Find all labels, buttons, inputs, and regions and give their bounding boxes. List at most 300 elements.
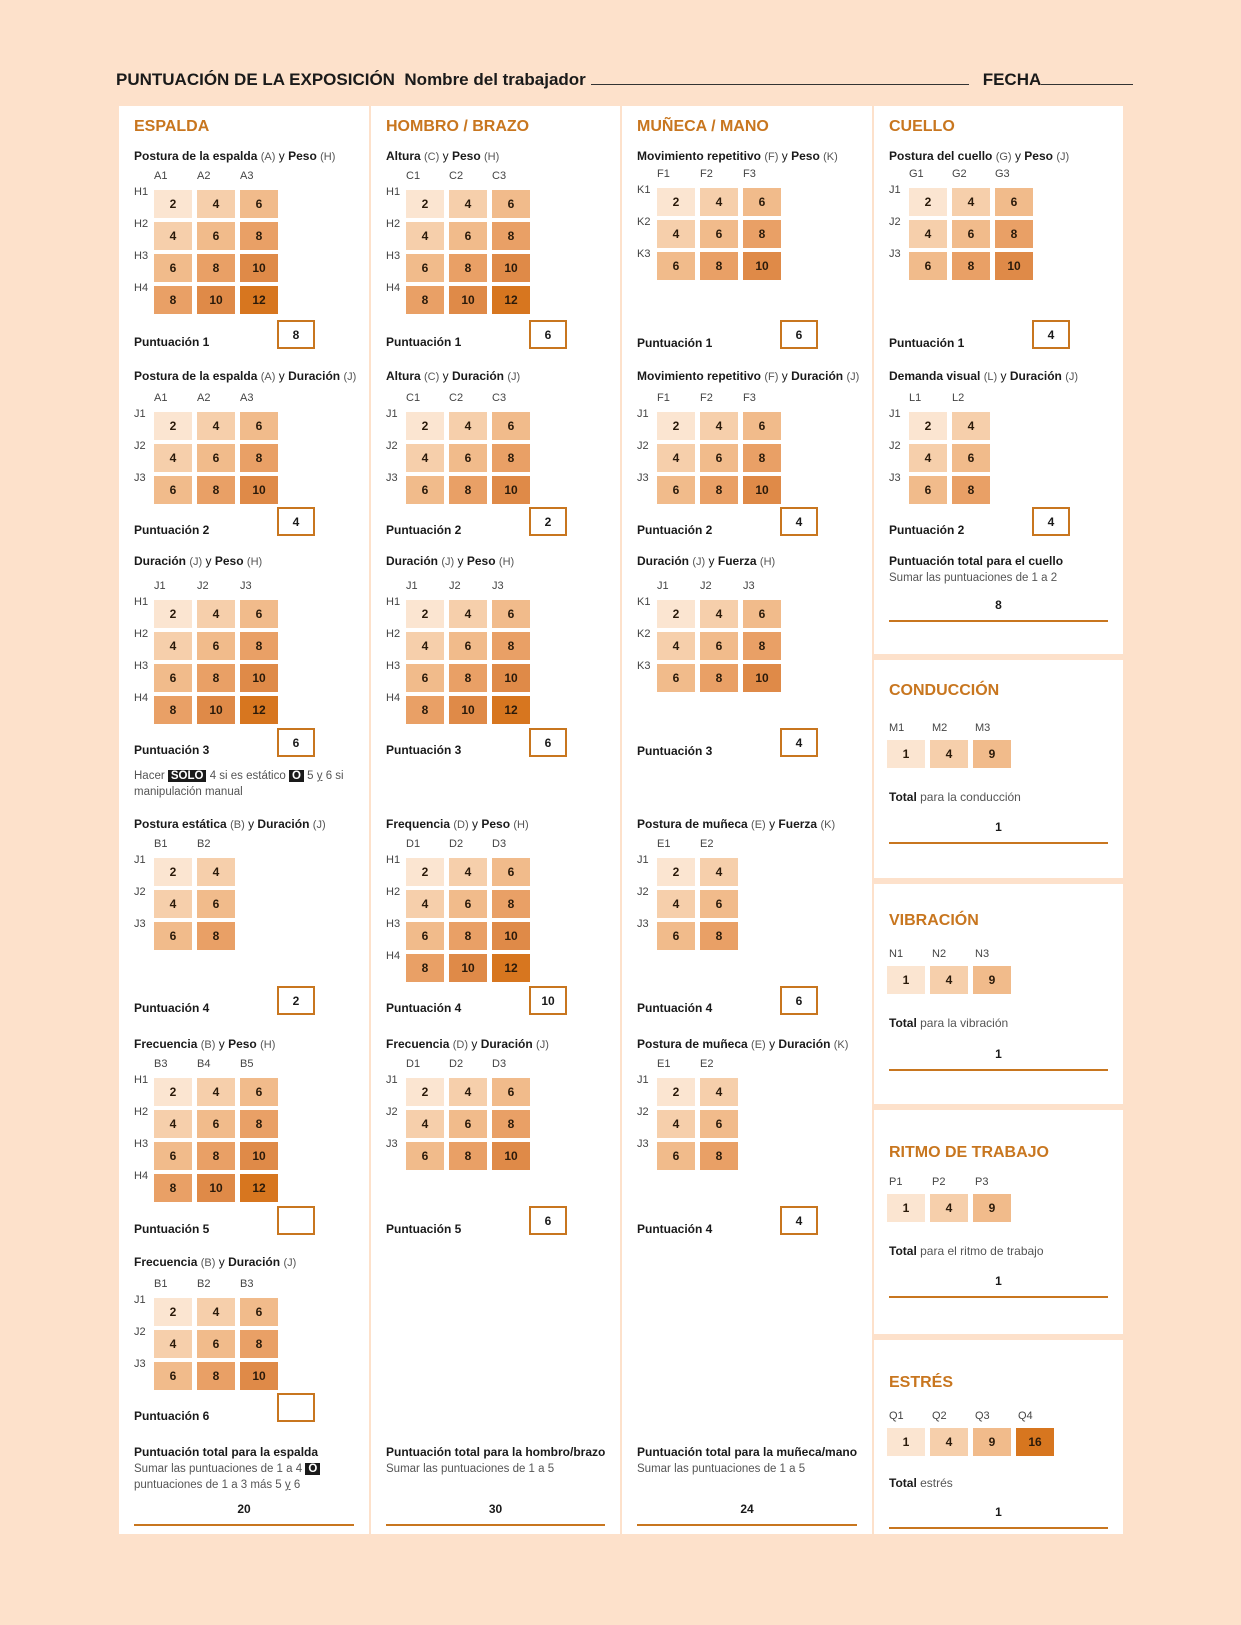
matrix-cell[interactable]: 6: [657, 922, 695, 950]
matrix-cell[interactable]: 6: [406, 922, 444, 950]
matrix-cell[interactable]: 10: [240, 254, 278, 282]
score-cell[interactable]: 16: [1016, 1428, 1054, 1456]
matrix-cell[interactable]: 6: [657, 252, 695, 280]
column-header: A3: [240, 170, 254, 182]
score-box[interactable]: 6: [529, 728, 567, 757]
score-box[interactable]: 6: [780, 320, 818, 349]
matrix-cell[interactable]: 6: [197, 444, 235, 472]
column-header: E1: [657, 1058, 671, 1070]
score-label: Puntuación 3: [134, 743, 210, 757]
matrix-cell[interactable]: 12: [492, 286, 530, 314]
total-subtitle: [134, 1461, 359, 1493]
matrix-cell[interactable]: 4: [406, 1110, 444, 1138]
matrix-cell[interactable]: 6: [700, 220, 738, 248]
title-factor-b: Peso: [228, 1037, 257, 1051]
matrix-cell[interactable]: 4: [657, 632, 695, 660]
matrix-cell[interactable]: 6: [492, 190, 530, 218]
column-header: P2: [932, 1176, 946, 1188]
matrix-cell[interactable]: 8: [197, 664, 235, 692]
matrix-cell[interactable]: 2: [657, 600, 695, 628]
matrix-cell[interactable]: 4: [657, 1110, 695, 1138]
matrix-cell[interactable]: 6: [449, 890, 487, 918]
matrix-cell[interactable]: 4: [449, 412, 487, 440]
row-header: J2: [637, 440, 649, 452]
matrix-cell[interactable]: 2: [657, 858, 695, 886]
matrix-cell[interactable]: 4: [197, 600, 235, 628]
title-code-a: (D): [452, 1039, 468, 1051]
matrix-cell[interactable]: 6: [449, 632, 487, 660]
matrix-cell[interactable]: 6: [657, 1142, 695, 1170]
matrix-cell[interactable]: 6: [909, 252, 947, 280]
matrix-cell[interactable]: 6: [406, 1142, 444, 1170]
matrix-cell[interactable]: 10: [995, 252, 1033, 280]
score-box[interactable]: 6: [277, 728, 315, 757]
matrix-cell[interactable]: 10: [197, 1174, 235, 1202]
matrix-cell[interactable]: 10: [492, 476, 530, 504]
matrix-cell[interactable]: 4: [154, 444, 192, 472]
matrix-cell[interactable]: 8: [492, 632, 530, 660]
matrix-cell[interactable]: 10: [449, 696, 487, 724]
score-box[interactable]: [277, 1393, 315, 1422]
matrix-cell[interactable]: 4: [154, 890, 192, 918]
matrix-cell[interactable]: 8: [240, 1110, 278, 1138]
matrix-cell[interactable]: 4: [406, 444, 444, 472]
note-o: O: [289, 770, 304, 782]
matrix-cell[interactable]: 6: [197, 1110, 235, 1138]
matrix-cell[interactable]: 8: [743, 444, 781, 472]
matrix-cell[interactable]: 4: [449, 190, 487, 218]
total-value[interactable]: 1: [889, 820, 1108, 844]
total-bold: Total: [889, 1476, 917, 1490]
total-value[interactable]: 1: [889, 1505, 1108, 1529]
matrix-cell[interactable]: 2: [154, 190, 192, 218]
score-cell[interactable]: 4: [930, 740, 968, 768]
matrix-cell[interactable]: 6: [743, 188, 781, 216]
note-text: [134, 768, 359, 800]
title-code-a: (E): [751, 1039, 766, 1051]
total-label: [889, 790, 1021, 804]
matrix-cell[interactable]: 8: [449, 476, 487, 504]
matrix-cell[interactable]: 2: [406, 858, 444, 886]
score-cell[interactable]: 1: [887, 1194, 925, 1222]
matrix-cell[interactable]: 4: [909, 220, 947, 248]
column-header: L2: [952, 392, 965, 404]
score-label: Puntuación 2: [386, 523, 462, 537]
subsection-title: [134, 1037, 275, 1051]
score-box[interactable]: 2: [277, 986, 315, 1015]
matrix-cell[interactable]: 8: [406, 954, 444, 982]
column-header: D2: [449, 1058, 464, 1070]
title-code-a: (F): [764, 371, 779, 383]
total-text: para la conducción: [920, 790, 1021, 804]
title-code-b: (K): [823, 151, 838, 163]
matrix-cell[interactable]: 6: [406, 476, 444, 504]
matrix-cell[interactable]: 6: [492, 1078, 530, 1106]
matrix-cell[interactable]: 2: [154, 1298, 192, 1326]
title-factor-b: Fuerza: [778, 817, 818, 831]
score-label: Puntuación 4: [637, 1001, 713, 1015]
matrix-cell[interactable]: 8: [700, 922, 738, 950]
matrix-cell[interactable]: 12: [240, 696, 278, 724]
matrix-cell[interactable]: 8: [449, 664, 487, 692]
row-header: J3: [134, 472, 146, 484]
title-code-b: (H): [246, 556, 263, 568]
matrix-cell[interactable]: 6: [700, 1110, 738, 1138]
matrix-cell[interactable]: 4: [657, 890, 695, 918]
matrix-cell[interactable]: 8: [406, 286, 444, 314]
matrix-cell[interactable]: 4: [197, 1298, 235, 1326]
matrix-cell[interactable]: 12: [492, 954, 530, 982]
matrix-cell[interactable]: 6: [197, 632, 235, 660]
matrix-cell[interactable]: 8: [154, 286, 192, 314]
row-header: H3: [386, 250, 401, 262]
matrix-cell[interactable]: 4: [197, 1078, 235, 1106]
matrix-cell[interactable]: 6: [154, 476, 192, 504]
title-factor-b: Duración: [778, 1037, 831, 1051]
note-part: Hacer: [134, 770, 165, 782]
score-box[interactable]: 8: [277, 320, 315, 349]
total-bold: Total: [889, 1016, 917, 1030]
matrix-cell[interactable]: 10: [197, 286, 235, 314]
matrix-cell[interactable]: 6: [154, 1142, 192, 1170]
score-label: Puntuación 3: [637, 744, 713, 758]
matrix-cell[interactable]: 6: [743, 412, 781, 440]
section-title: MUÑECA / MANO: [637, 118, 769, 135]
note-part: manipulación manual: [134, 786, 243, 798]
title-and: y: [1000, 369, 1007, 383]
matrix-cell[interactable]: 6: [197, 222, 235, 250]
matrix-cell[interactable]: 12: [492, 696, 530, 724]
matrix-cell[interactable]: 8: [240, 222, 278, 250]
title-and: y: [218, 1255, 225, 1269]
matrix-cell[interactable]: 4: [197, 412, 235, 440]
score-cell[interactable]: 9: [973, 740, 1011, 768]
total-label: [889, 1016, 1008, 1030]
matrix-cell[interactable]: 10: [743, 664, 781, 692]
matrix-cell[interactable]: 8: [240, 1330, 278, 1358]
matrix-cell[interactable]: 6: [700, 890, 738, 918]
matrix-cell[interactable]: 6: [240, 600, 278, 628]
score-box[interactable]: 6: [529, 320, 567, 349]
matrix-cell[interactable]: 6: [197, 1330, 235, 1358]
title-factor-a: Duración: [637, 554, 690, 568]
total-value[interactable]: 1: [889, 1274, 1108, 1298]
row-header: H3: [386, 660, 401, 672]
column-header: D1: [406, 838, 421, 850]
matrix-cell[interactable]: 6: [492, 412, 530, 440]
row-header: J3: [889, 472, 901, 484]
column-header: G3: [995, 168, 1010, 180]
matrix-cell[interactable]: 6: [449, 444, 487, 472]
matrix-cell[interactable]: 6: [952, 444, 990, 472]
matrix-cell[interactable]: 6: [240, 1078, 278, 1106]
matrix-cell[interactable]: 10: [492, 1142, 530, 1170]
matrix-cell[interactable]: 6: [995, 188, 1033, 216]
matrix-cell[interactable]: 8: [700, 1142, 738, 1170]
score-box[interactable]: 4: [780, 507, 818, 536]
row-header: J2: [134, 1326, 146, 1338]
matrix-cell[interactable]: 6: [406, 664, 444, 692]
matrix-cell[interactable]: 6: [449, 222, 487, 250]
matrix-cell[interactable]: 8: [197, 1142, 235, 1170]
score-cell[interactable]: 4: [930, 966, 968, 994]
column-header: J3: [240, 580, 252, 592]
matrix-cell[interactable]: 2: [406, 1078, 444, 1106]
total-value[interactable]: 30: [386, 1502, 605, 1526]
title-code-b: (H): [484, 151, 500, 163]
score-box[interactable]: 2: [529, 507, 567, 536]
matrix-cell[interactable]: 4: [154, 222, 192, 250]
matrix-cell[interactable]: 10: [449, 286, 487, 314]
matrix-cell[interactable]: 4: [657, 444, 695, 472]
title-code-b: (H): [260, 1039, 276, 1051]
score-box[interactable]: 4: [1032, 507, 1070, 536]
score-box[interactable]: 4: [780, 1206, 818, 1235]
column-header: A2: [197, 170, 211, 182]
title-and: y: [248, 817, 255, 831]
row-header: H2: [386, 886, 401, 898]
matrix-cell[interactable]: 12: [240, 1174, 278, 1202]
total-sub-part: puntuaciones de 1 a 3 más 5: [134, 1479, 282, 1491]
subsection-title: [637, 149, 838, 163]
matrix-cell[interactable]: 10: [240, 476, 278, 504]
column-header: G2: [952, 168, 967, 180]
matrix-cell[interactable]: 8: [700, 476, 738, 504]
matrix-cell[interactable]: 2: [406, 190, 444, 218]
score-cell[interactable]: 9: [973, 966, 1011, 994]
total-value[interactable]: 8: [889, 598, 1108, 622]
matrix-cell[interactable]: 8: [700, 252, 738, 280]
worker-name-field[interactable]: [591, 70, 969, 85]
column-header: D1: [406, 1058, 421, 1070]
column-header: C1: [406, 170, 421, 182]
total-subtitle: Sumar las puntuaciones de 1 a 2: [889, 572, 1058, 584]
row-header: J2: [134, 886, 146, 898]
matrix-cell[interactable]: 8: [492, 1110, 530, 1138]
score-cell[interactable]: 1: [887, 966, 925, 994]
matrix-cell[interactable]: 4: [406, 890, 444, 918]
matrix-cell[interactable]: 4: [449, 1078, 487, 1106]
matrix-cell[interactable]: 4: [406, 632, 444, 660]
total-value[interactable]: 1: [889, 1047, 1108, 1071]
matrix-cell[interactable]: 8: [406, 696, 444, 724]
total-value[interactable]: 20: [134, 1502, 354, 1526]
title-code-a: (C): [424, 151, 440, 163]
matrix-cell[interactable]: 8: [492, 444, 530, 472]
subsection-title: [386, 369, 520, 383]
matrix-cell[interactable]: 6: [154, 1362, 192, 1390]
matrix-cell[interactable]: 2: [657, 1078, 695, 1106]
title-code-b: (H): [513, 819, 529, 831]
matrix-cell[interactable]: 8: [449, 254, 487, 282]
score-cell[interactable]: 9: [973, 1428, 1011, 1456]
row-header: H2: [386, 628, 401, 640]
matrix-cell[interactable]: 6: [154, 254, 192, 282]
title-factor-a: Frecuencia: [134, 1037, 198, 1051]
total-value[interactable]: 24: [637, 1502, 857, 1526]
section-title: VIBRACIÓN: [889, 912, 979, 929]
matrix-cell[interactable]: 10: [449, 954, 487, 982]
column-header: Q1: [889, 1410, 904, 1422]
matrix-cell[interactable]: 6: [154, 922, 192, 950]
matrix-cell[interactable]: 4: [700, 1078, 738, 1106]
row-header: H1: [386, 854, 401, 866]
matrix-cell[interactable]: 6: [240, 1298, 278, 1326]
score-box[interactable]: 4: [780, 728, 818, 757]
column-header: F2: [700, 168, 713, 180]
row-header: J1: [637, 1074, 649, 1086]
matrix-cell[interactable]: 8: [492, 890, 530, 918]
matrix-cell[interactable]: 10: [240, 1362, 278, 1390]
score-label: Puntuación 2: [889, 523, 965, 537]
column-header: M2: [932, 722, 948, 734]
score-cell[interactable]: 9: [973, 1194, 1011, 1222]
matrix-cell[interactable]: 6: [492, 858, 530, 886]
matrix-cell[interactable]: 4: [700, 600, 738, 628]
matrix-cell[interactable]: 4: [154, 632, 192, 660]
matrix-cell[interactable]: 6: [909, 476, 947, 504]
matrix-cell[interactable]: 8: [197, 922, 235, 950]
total-label: [889, 1476, 953, 1490]
matrix-cell[interactable]: 2: [406, 600, 444, 628]
matrix-cell[interactable]: 6: [657, 664, 695, 692]
matrix-cell[interactable]: 4: [449, 600, 487, 628]
score-cell[interactable]: 4: [930, 1428, 968, 1456]
matrix-cell[interactable]: 6: [743, 600, 781, 628]
matrix-cell[interactable]: 4: [952, 412, 990, 440]
matrix-cell[interactable]: 8: [154, 1174, 192, 1202]
subsection-title: [134, 149, 335, 163]
note-part: 5: [307, 770, 314, 782]
matrix-cell[interactable]: 8: [995, 220, 1033, 248]
matrix-cell[interactable]: 10: [492, 254, 530, 282]
score-label: Puntuación 1: [134, 335, 210, 349]
matrix-cell[interactable]: 4: [909, 444, 947, 472]
row-header: H4: [134, 1170, 149, 1182]
score-box[interactable]: 10: [529, 986, 567, 1015]
title-code-b: (K): [820, 819, 836, 831]
matrix-cell[interactable]: 6: [952, 220, 990, 248]
matrix-cell[interactable]: 2: [657, 188, 695, 216]
matrix-cell[interactable]: 4: [154, 1110, 192, 1138]
matrix-cell[interactable]: 2: [909, 412, 947, 440]
matrix-cell[interactable]: 6: [154, 664, 192, 692]
note-solo: SOLO: [168, 770, 207, 782]
matrix-cell[interactable]: 8: [743, 632, 781, 660]
matrix-cell[interactable]: 8: [197, 1362, 235, 1390]
subsection-title: [386, 817, 529, 831]
matrix-cell[interactable]: 6: [240, 412, 278, 440]
matrix-cell[interactable]: 4: [406, 222, 444, 250]
matrix-cell[interactable]: 10: [492, 664, 530, 692]
matrix-cell[interactable]: 8: [743, 220, 781, 248]
matrix-cell[interactable]: 10: [743, 476, 781, 504]
score-cell[interactable]: 1: [887, 740, 925, 768]
matrix-cell[interactable]: 8: [492, 222, 530, 250]
matrix-cell[interactable]: 10: [743, 252, 781, 280]
matrix-cell[interactable]: 8: [240, 444, 278, 472]
row-header: H1: [134, 596, 149, 608]
score-cell[interactable]: 4: [930, 1194, 968, 1222]
matrix-cell[interactable]: 10: [240, 664, 278, 692]
matrix-cell[interactable]: 6: [406, 254, 444, 282]
matrix-cell[interactable]: 2: [909, 188, 947, 216]
matrix-cell[interactable]: 4: [154, 1330, 192, 1358]
column-header: B5: [240, 1058, 254, 1070]
row-header: J3: [637, 918, 649, 930]
matrix-cell[interactable]: 2: [154, 600, 192, 628]
matrix-cell[interactable]: 10: [197, 696, 235, 724]
title-factor-b: Peso: [481, 817, 511, 831]
matrix-cell[interactable]: 4: [449, 858, 487, 886]
matrix-cell[interactable]: 4: [657, 220, 695, 248]
matrix-cell[interactable]: 8: [449, 1142, 487, 1170]
title-code-b: (K): [833, 1039, 849, 1051]
matrix-cell[interactable]: 8: [952, 476, 990, 504]
matrix-cell[interactable]: 4: [197, 190, 235, 218]
matrix-cell[interactable]: 4: [700, 188, 738, 216]
score-box[interactable]: [277, 1206, 315, 1235]
matrix-cell[interactable]: 8: [952, 252, 990, 280]
matrix-cell[interactable]: 6: [492, 600, 530, 628]
matrix-cell[interactable]: 4: [952, 188, 990, 216]
matrix-cell[interactable]: 6: [449, 1110, 487, 1138]
matrix-cell[interactable]: 10: [492, 922, 530, 950]
row-header: H2: [134, 218, 149, 230]
matrix-cell[interactable]: 2: [406, 412, 444, 440]
score-label: Puntuación 2: [134, 523, 210, 537]
matrix-cell[interactable]: 4: [700, 858, 738, 886]
matrix-cell[interactable]: 4: [197, 858, 235, 886]
matrix-cell[interactable]: 2: [657, 412, 695, 440]
score-box[interactable]: 4: [277, 507, 315, 536]
matrix-cell[interactable]: 6: [197, 890, 235, 918]
score-box[interactable]: 6: [780, 986, 818, 1015]
column-header: J2: [700, 580, 712, 592]
matrix-cell[interactable]: 8: [240, 632, 278, 660]
section-title: CUELLO: [889, 118, 955, 135]
matrix-cell[interactable]: 10: [240, 1142, 278, 1170]
score-box[interactable]: 6: [529, 1206, 567, 1235]
row-header: J3: [386, 472, 398, 484]
matrix-cell[interactable]: 4: [700, 412, 738, 440]
matrix-cell[interactable]: 12: [240, 286, 278, 314]
column-header: J3: [743, 580, 755, 592]
matrix-cell[interactable]: 8: [154, 696, 192, 724]
matrix-cell[interactable]: 8: [700, 664, 738, 692]
score-label: Puntuación 3: [386, 743, 462, 757]
matrix-cell[interactable]: 2: [154, 412, 192, 440]
score-cell[interactable]: 1: [887, 1428, 925, 1456]
score-label: Puntuación 1: [386, 335, 462, 349]
title-and: y: [769, 817, 776, 831]
matrix-cell[interactable]: 8: [197, 254, 235, 282]
matrix-cell[interactable]: 6: [700, 444, 738, 472]
total-subtitle: Sumar las puntuaciones de 1 a 5: [386, 1463, 555, 1475]
column-header: B1: [154, 1278, 168, 1290]
matrix-cell[interactable]: 6: [657, 476, 695, 504]
matrix-cell[interactable]: 6: [240, 190, 278, 218]
score-box[interactable]: 4: [1032, 320, 1070, 349]
matrix-cell[interactable]: 2: [154, 858, 192, 886]
matrix-cell[interactable]: 8: [449, 922, 487, 950]
matrix-cell[interactable]: 6: [700, 632, 738, 660]
matrix-cell[interactable]: 2: [154, 1078, 192, 1106]
date-field[interactable]: [1041, 70, 1133, 85]
matrix-cell[interactable]: 8: [197, 476, 235, 504]
column-header: P1: [889, 1176, 903, 1188]
title-and: y: [278, 369, 285, 383]
